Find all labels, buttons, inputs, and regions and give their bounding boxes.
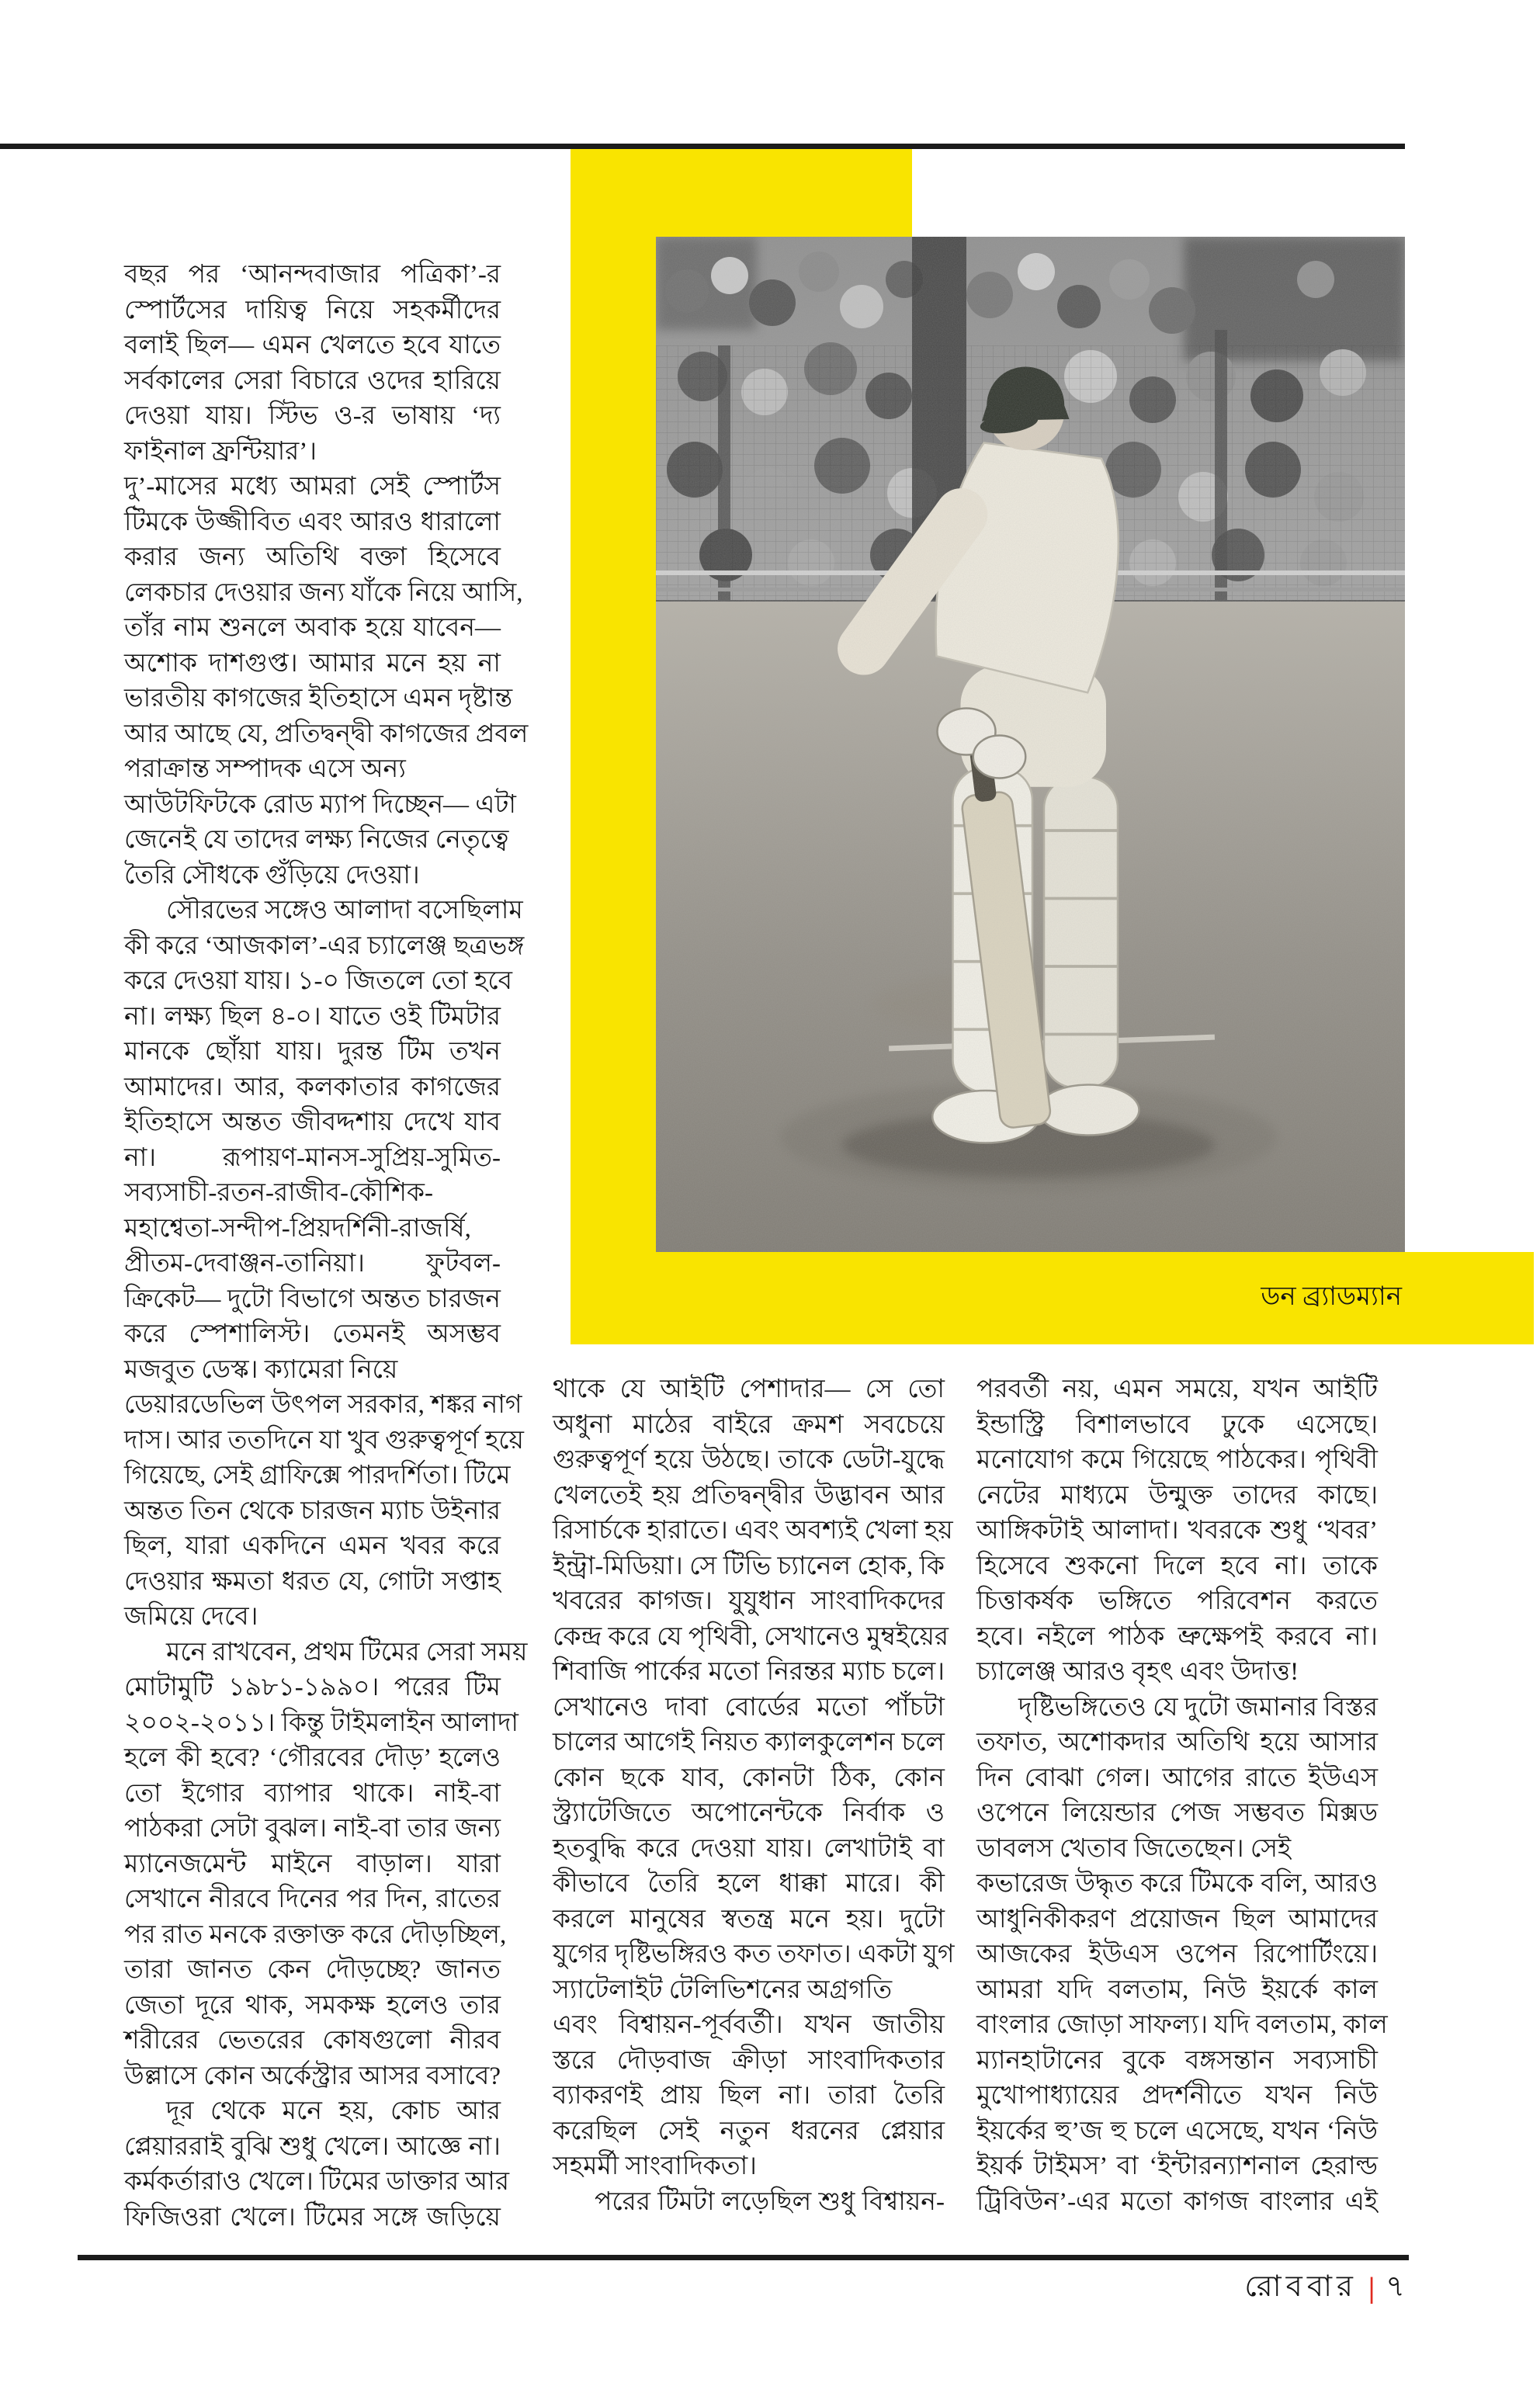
text-line: টিমকে উজ্জীবিত এবং আরও ধারালো <box>124 508 501 536</box>
text-line: না। লক্ষ্য ছিল ৪-০। যাতে ওই টিমটার <box>124 1002 501 1031</box>
text-line: তারা জানত কেন দৌড়চ্ছে? জানত <box>124 1956 501 1984</box>
article-column-left <box>124 258 529 2235</box>
text-line: ইতিহাসে অন্তত জীবদ্দশায় দেখে যাব <box>124 1108 501 1136</box>
text-line: মোটামুটি ১৯৮১-১৯৯০। পরের টিম <box>124 1673 501 1701</box>
text-line: পর রাত মনকে রক্তাক্ত করে দৌড়চ্ছিল, <box>124 1920 507 1949</box>
text-line: প্লেয়াররাই বুঝি শুধু খেলে। আজ্ঞে না। <box>124 2132 501 2161</box>
text-line: দেওয়া যায়। স্টিভ ও-র ভাষায় ‘দ্য <box>124 402 501 430</box>
text-line: আজকের ইউএস ওপেন রিপোর্টিংয়ে। <box>976 1940 1378 1968</box>
don-bradman-photo-art <box>656 237 1405 1252</box>
text-line: চিত্তাকর্ষক ভঙ্গিতে পরিবেশন করতে <box>976 1587 1378 1615</box>
text-line: খেলতেই হয় প্রতিদ্বন্দ্বীর উদ্ভাবন আর <box>553 1481 945 1510</box>
text-line: রিসার্চকে হারাতে। এবং অবশ্যই খেলা হয় <box>553 1517 953 1545</box>
text-line: দু’-মাসের মধ্যে আমরা সেই স্পোর্টস <box>124 473 501 501</box>
text-line: শিবাজি পার্কের মতো নিরন্তর ম্যাচ চলে। <box>553 1658 945 1686</box>
text-line: মনে রাখবেন, প্রথম টিমের সেরা সময় <box>166 1638 528 1666</box>
text-line: অশোক দাশগুপ্ত। আমার মনে হয় না <box>124 649 501 678</box>
text-line: ডেয়ারডেভিল উৎপল সরকার, শঙ্কর নাগ <box>124 1391 522 1419</box>
text-line: হবে। নইলে পাঠক ভ্রুক্ষেপই করবে না। <box>976 1622 1378 1651</box>
text-line: তো ইগোর ব্যাপার থাকে। নাই-বা <box>124 1779 501 1808</box>
text-line: মনোযোগ কমে গিয়েছে পাঠকের। পৃথিবী <box>976 1446 1378 1474</box>
text-line: ইন্ট্রা-মিডিয়া। সে টিভি চ্যানেল হোক, কি <box>553 1552 945 1580</box>
publication-name: রোববার <box>1244 2270 1358 2303</box>
text-line: মজবুত ডেস্ক। ক্যামেরা নিয়ে <box>124 1355 398 1384</box>
text-line: করলে মানুষের স্বতন্ত্র মনে হয়। দুটো <box>553 1905 945 1933</box>
text-line: ইন্ডাস্ট্রি বিশালভাবে ঢুকে এসেছে। <box>976 1410 1378 1439</box>
text-line: অধুনা মাঠের বাইরে ক্রমশ সবচেয়ে <box>553 1410 945 1439</box>
text-line: পরাক্রান্ত সম্পাদক এসে অন্য <box>124 755 406 783</box>
text-line: করেছিল সেই নতুন ধরনের প্লেয়ার <box>553 2117 945 2145</box>
text-line: ম্যানেজমেন্ট মাইনে বাড়াল। যারা <box>124 1850 501 1878</box>
text-line: গিয়েছে, সেই গ্রাফিক্সে পারদর্শিতা। টিমে <box>124 1462 511 1490</box>
text-line: আমরা যদি বলতাম, নিউ ইয়র্কে কাল <box>976 1975 1378 2004</box>
bottom-rule <box>78 2255 1409 2260</box>
text-line: জেতা দূরে থাক, সমকক্ষ হলেও তার <box>124 1991 501 2020</box>
text-line: মুখোপাধ্যায়ের প্রদর্শনীতে যখন নিউ <box>976 2082 1378 2110</box>
photo-caption-band <box>571 1252 1534 1344</box>
text-line: যুগের দৃষ্টিভঙ্গিরও কত তফাত। একটা যুগ <box>553 1940 955 1968</box>
text-line: দেওয়ার ক্ষমতা ধরত যে, গোটা সপ্তাহ <box>124 1567 501 1596</box>
text-line: শরীরের ভেতরের কোষগুলো নীরব <box>124 2027 501 2055</box>
text-line: হলে কী হবে? ‘গৌরবের দৌড়’ হলেও <box>124 1744 501 1772</box>
text-line: ২০০২-২০১১। কিন্তু টাইমলাইন আলাদা <box>124 1708 519 1737</box>
text-line: চ্যালেঞ্জ আরও বৃহৎ এবং উদাত্ত! <box>976 1658 1299 1686</box>
top-rule <box>0 144 1405 149</box>
text-line: সৌরভের সঙ্গেও আলাদা বসেছিলাম <box>166 897 523 924</box>
text-line: দিন বোঝা গেল। আগের রাতে ইউএস <box>976 1764 1378 1792</box>
text-line: ভারতীয় কাগজের ইতিহাসে এমন দৃষ্টান্ত <box>124 685 513 713</box>
text-line: ওপেনে লিয়েন্ডার পেজ সম্ভবত মিক্সড <box>976 1799 1378 1827</box>
text-line: বলাই ছিল— এমন খেলতে হবে যাতে <box>124 331 501 359</box>
text-line: দৃষ্টিভঙ্গিতেও যে দুটো জমানার বিস্তর <box>1018 1693 1378 1722</box>
text-line: ছিল, যারা একদিনে এমন খবর করে <box>124 1532 501 1560</box>
text-line: মানকে ছোঁয়া যায়। দুরন্ত টিম তখন <box>124 1038 501 1066</box>
text-line: পাঠকরা সেটা বুঝল। নাই-বা তার জন্য <box>124 1815 501 1843</box>
text-line: কী করে ‘আজকাল’-এর চ্যালেঞ্জ ছত্রভঙ্গ <box>124 931 525 960</box>
text-line: স্তরে দৌড়বাজ ক্রীড়া সাংবাদিকতার <box>553 2046 945 2075</box>
text-line: এবং বিশ্বায়ন-পূর্ববর্তী। যখন জাতীয় <box>553 2011 945 2039</box>
text-line: হিসেবে শুকনো দিলে হবে না। তাকে <box>976 1552 1378 1580</box>
text-line: আউটফিটকে রোড ম্যাপ দিচ্ছেন— এটা <box>124 790 516 819</box>
text-line: দাস। আর ততদিনে যা খুব গুরুত্বপূর্ণ হয়ে <box>124 1426 524 1455</box>
don-bradman-photo <box>656 237 1405 1252</box>
text-line: ক্রিকেট— দুটো বিভাগে অন্তত চারজন <box>124 1285 501 1313</box>
text-line: আমাদের। আর, কলকাতার কাগজের <box>124 1073 501 1101</box>
text-line: সর্বকালের সেরা বিচারে ওদের হারিয়ে <box>124 366 501 395</box>
text-line: না। রূপায়ণ-মানস-সুপ্রিয়-সুমিত- <box>124 1143 501 1172</box>
text-line: সহমর্মী সাংবাদিকতা। <box>553 2152 757 2180</box>
text-line: করে স্পেশালিস্ট। তেমনই অসম্ভব <box>124 1320 501 1348</box>
text-line: কোন ছকে যাব, কোনটা ঠিক, কোন <box>553 1764 945 1792</box>
text-line: কর্মকর্তারাও খেলে। টিমের ডাক্তার আর <box>124 2168 509 2196</box>
text-line: চালের আগেই নিয়ত ক্যালকুলেশন চলে <box>553 1729 945 1757</box>
text-line: বাংলার জোড়া সাফল্য। যদি বলতাম, কাল <box>976 2011 1388 2039</box>
page-number: ৭ <box>1386 2270 1405 2303</box>
text-line: জমিয়ে দেবে। <box>124 1603 258 1631</box>
text-line: ট্রিবিউন’-এর মতো কাগজ বাংলার এই <box>976 2187 1378 2216</box>
text-line: অন্তত তিন থেকে চারজন ম্যাচ উইনার <box>124 1496 501 1525</box>
text-line: থাকে যে আইটি পেশাদার— সে তো <box>553 1375 945 1403</box>
text-line: প্রীতম-দেবাঞ্জন-তানিয়া। ফুটবল- <box>124 1250 501 1278</box>
text-line: সেখানে নীরবে দিনের পর দিন, রাতের <box>124 1885 501 1913</box>
text-line: করে দেওয়া যায়। ১-০ জিতলে তো হবে <box>124 967 512 995</box>
text-line: ইয়র্কের হু’জ হু চলে এসেছে, যখন ‘নিউ <box>976 2117 1378 2145</box>
text-line: কভারেজ উদ্ধৃত করে টিমকে বলি, আরও <box>976 1870 1378 1898</box>
text-line: হতবুদ্ধি করে দেওয়া যায়। লেখাটাই বা <box>553 1834 945 1863</box>
text-line: জেনেই যে তাদের লক্ষ্য নিজের নেতৃত্বে <box>124 826 509 854</box>
text-line: আঙ্গিকটাই আলাদা। খবরকে শুধু ‘খবর’ <box>976 1517 1378 1545</box>
text-line: স্যাটেলাইট টেলিভিশনের অগ্রগতি <box>553 1975 893 2004</box>
text-line: ব্যাকরণই প্রায় ছিল না। তারা তৈরি <box>553 2082 945 2110</box>
text-line: ম্যানহাটানের বুকে বঙ্গসন্তান সব্যসাচী <box>976 2046 1378 2075</box>
text-line: মহাশ্বেতা-সন্দীপ-প্রিয়দর্শিনী-রাজর্ষি, <box>124 1214 471 1243</box>
text-line: সেখানেও দাবা বোর্ডের মতো পাঁচটা <box>553 1693 945 1722</box>
text-line: স্পোর্টসের দায়িত্ব নিয়ে সহকর্মীদের <box>124 296 501 324</box>
text-line: পরবর্তী নয়, এমন সময়ে, যখন আইটি <box>976 1375 1378 1403</box>
text-line: আর আছে যে, প্রতিদ্বন্দ্বী কাগজের প্রবল <box>124 720 529 748</box>
text-line: করার জন্য অতিথি বক্তা হিসেবে <box>124 543 501 571</box>
text-line: সব্যসাচী-রতন-রাজীব-কৌশিক- <box>124 1179 433 1207</box>
text-line: কেন্দ্র করে যে পৃথিবী, সেখানেও মুম্বইয়ের <box>553 1622 949 1651</box>
text-line: ফাইনাল ফ্রন্টিয়ার’। <box>124 437 317 466</box>
text-line: আধুনিকীকরণ প্রয়োজন ছিল আমাদের <box>976 1905 1378 1933</box>
text-line: তৈরি সৌধকে গুঁড়িয়ে দেওয়া। <box>124 861 420 890</box>
text-line: ফিজিওরা খেলে। টিমের সঙ্গে জড়িয়ে <box>124 2203 501 2232</box>
text-line: উল্লাসে কোন অর্কেস্ট্রার আসর বসাবে? <box>124 2062 501 2090</box>
text-line: লেকচার দেওয়ার জন্য যাঁকে নিয়ে আসি, <box>124 578 523 607</box>
text-line: বছর পর ‘আনন্দবাজার পত্রিকা’-র <box>124 261 501 289</box>
text-line: গুরুত্বপূর্ণ হয়ে উঠছে। তাকে ডেটা-যুদ্ধে <box>553 1446 945 1474</box>
text-line: ইয়র্ক টাইমস’ বা ‘ইন্টারন্যাশনাল হেরাল্ড <box>976 2152 1378 2180</box>
article-column-right <box>976 1372 1388 2220</box>
text-line: নেটের মাধ্যমে উন্মুক্ত তাদের কাছে। <box>976 1481 1378 1510</box>
footer-separator: | <box>1368 2272 1375 2305</box>
text-line: কীভাবে তৈরি হলে ধাক্কা মারে। কী <box>553 1870 945 1898</box>
article-column-middle <box>553 1372 955 2220</box>
text-line: পরের টিমটা লড়েছিল শুধু বিশ্বায়ন- <box>595 2187 945 2216</box>
photo-caption: ডন ব্র্যাডম্যান <box>1261 1282 1402 1311</box>
text-line: খবরের কাগজ। যুযুধান সাংবাদিকদের <box>553 1587 945 1615</box>
text-line: তফাত, অশোকদার অতিথি হয়ে আসার <box>976 1729 1378 1757</box>
page-footer <box>0 2263 1405 2313</box>
text-line: ডাবলস খেতাব জিতেছেন। সেই <box>976 1834 1292 1863</box>
text-line: দূর থেকে মনে হয়, কোচ আর <box>166 2097 501 2125</box>
text-line: স্ট্র্যাটেজিতে অপোনেন্টকে নির্বাক ও <box>553 1799 945 1827</box>
text-line: তাঁর নাম শুনলে অবাক হয়ে যাবেন— <box>124 614 501 642</box>
